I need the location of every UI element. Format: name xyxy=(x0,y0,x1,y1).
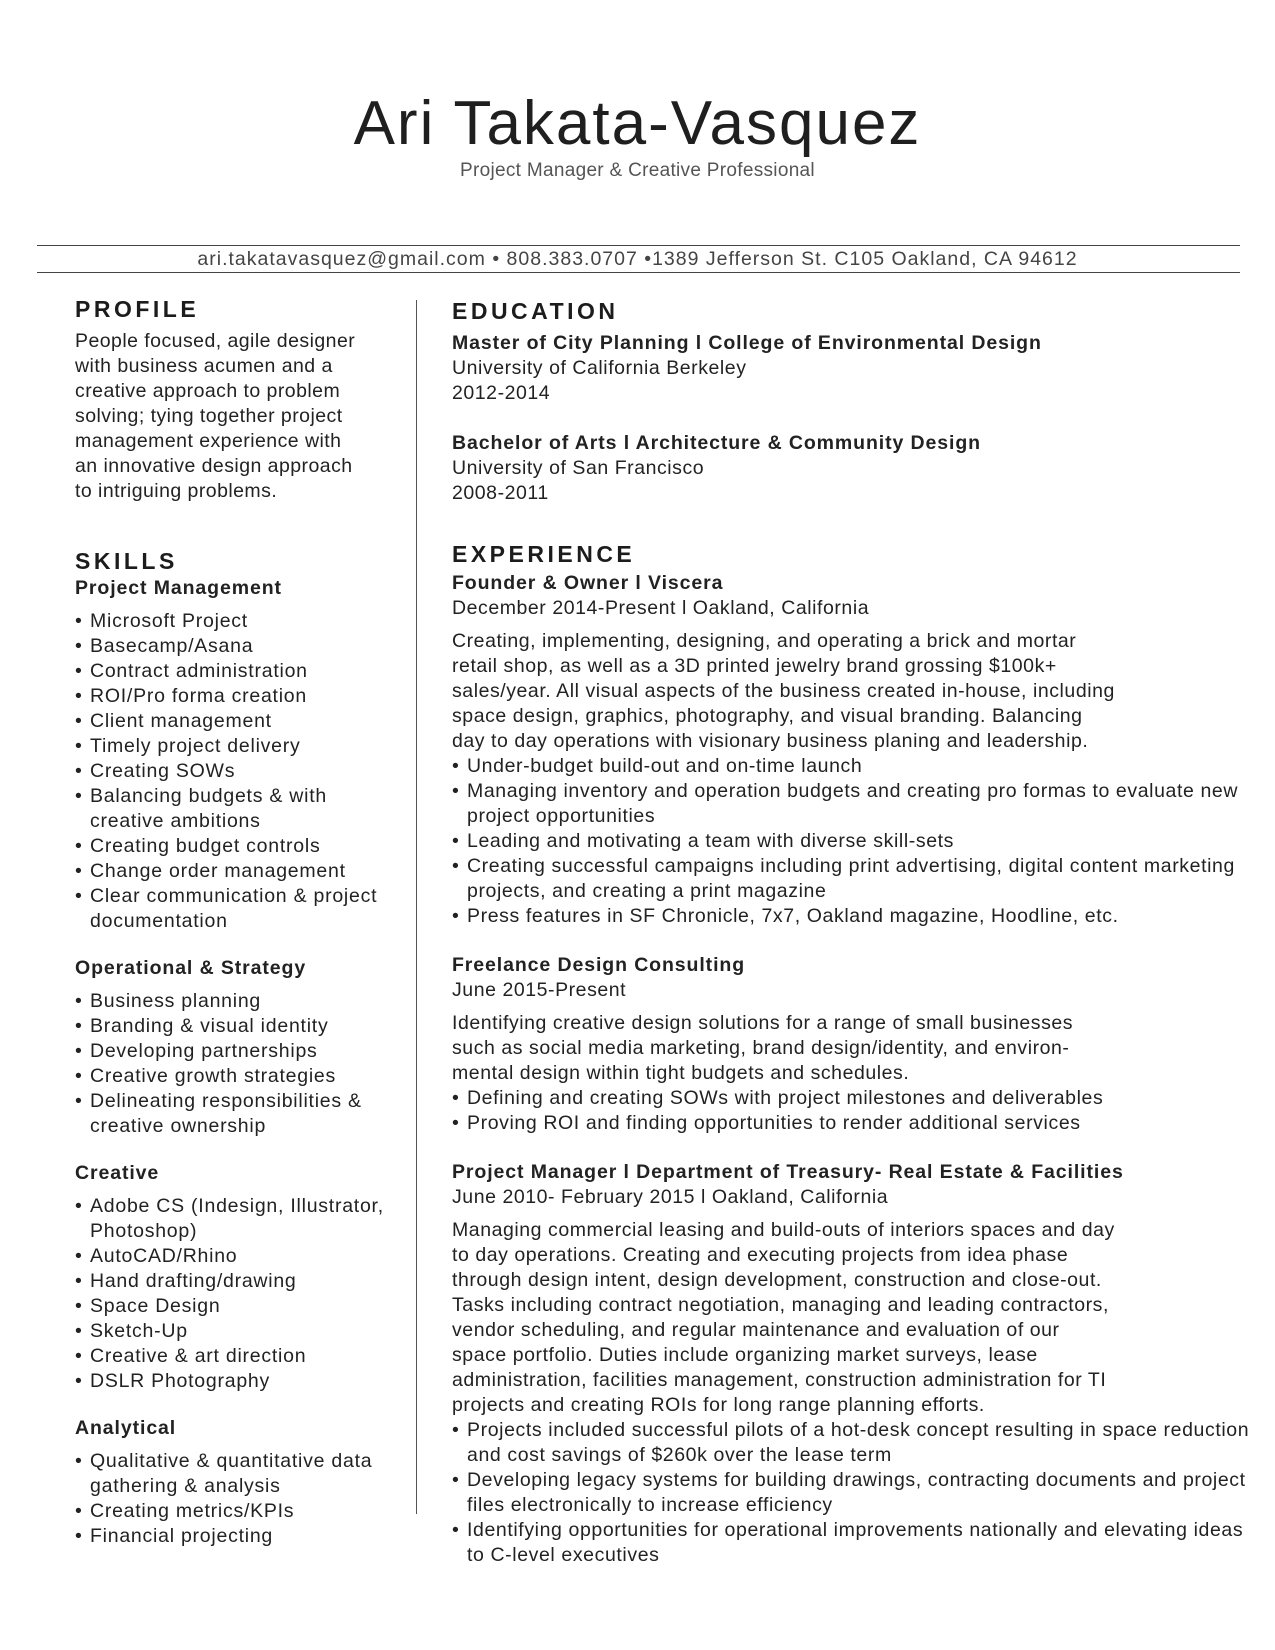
list-item: • Basecamp/Asana xyxy=(75,634,405,659)
resume-name: Ari Takata-Vasquez xyxy=(353,89,922,158)
description-line: to day operations. Creating and executing projects from idea phase xyxy=(452,1244,1069,1266)
list-item: • Space Design xyxy=(75,1294,405,1319)
list-item: • Creating SOWs xyxy=(75,759,405,784)
list-item: • Clear communication & project documentation xyxy=(75,884,405,934)
skills-list xyxy=(75,1449,405,1549)
description-line: administration, facilities management, construction administration for TI xyxy=(452,1369,1107,1391)
list-item: • Identifying opportunities for operational improvements nationally and elevating ideas to C-level executives xyxy=(452,1518,1252,1568)
profile-line: management experience with xyxy=(75,430,342,452)
job-role: Freelance Design Consulting xyxy=(452,954,746,976)
description-line: projects and creating ROIs for long range planning efforts. xyxy=(452,1394,985,1416)
list-item: • Creative growth strategies xyxy=(75,1064,405,1089)
profile-line: with business acumen and a xyxy=(75,355,333,377)
list-item: • Press features in SF Chronicle, 7x7, Oakland magazine, Hoodline, etc. xyxy=(452,904,1252,929)
job-dates: June 2015-Present xyxy=(452,979,627,1001)
job-bullets xyxy=(452,1086,1252,1136)
list-item: • Qualitative & quantitative data gathering & analysis xyxy=(75,1449,405,1499)
description-line: Identifying creative design solutions for a range of small businesses xyxy=(452,1012,1074,1034)
list-item: • Managing inventory and operation budgets and creating pro formas to evaluate new project opportunities xyxy=(452,779,1252,829)
list-item: • Creating successful campaigns including print advertising, digital content marketing projects, and creating a print magazine xyxy=(452,854,1252,904)
profile-heading: PROFILE xyxy=(75,296,200,322)
skills-list xyxy=(75,1194,405,1394)
job-dates: June 2010- February 2015 l Oakland, California xyxy=(452,1186,889,1208)
degree-title: Bachelor of Arts l Architecture & Community Design xyxy=(452,432,981,454)
job-bullets xyxy=(452,1418,1252,1568)
skills-list xyxy=(75,609,405,934)
list-item: • Creating budget controls xyxy=(75,834,405,859)
description-line: such as social media marketing, brand design/identity, and environ- xyxy=(452,1037,1070,1059)
job-entry xyxy=(452,1160,1252,1568)
profile-text xyxy=(75,329,405,504)
description-line: space design, graphics, photography, and visual branding. Balancing xyxy=(452,705,1083,727)
education-entry xyxy=(452,331,1252,406)
description-line: vendor scheduling, and regular maintenance and evaluation of our xyxy=(452,1319,1060,1341)
description-line: sales/year. All visual aspects of the business created in-house, including xyxy=(452,680,1115,702)
job-entry xyxy=(452,953,1252,1136)
profile-line: to intriguing problems. xyxy=(75,480,278,502)
experience-heading: EXPERIENCE xyxy=(452,541,636,567)
list-item: • Developing partnerships xyxy=(75,1039,405,1064)
left-column xyxy=(75,295,405,1549)
school-name: University of California Berkeley xyxy=(452,357,747,379)
school-name: University of San Francisco xyxy=(452,457,705,479)
list-item: • Timely project delivery xyxy=(75,734,405,759)
list-item: • Defining and creating SOWs with project milestones and deliverables xyxy=(452,1086,1252,1111)
education-entry xyxy=(452,431,1252,506)
list-item: • Adobe CS (Indesign, Illustrator, Photoshop) xyxy=(75,1194,405,1244)
list-item: • AutoCAD/Rhino xyxy=(75,1244,405,1269)
description-line: through design intent, design development, construction and close-out. xyxy=(452,1269,1102,1291)
description-line: Tasks including contract negotiation, managing and leading contractors, xyxy=(452,1294,1109,1316)
list-item: • Microsoft Project xyxy=(75,609,405,634)
skills-group-title: Analytical xyxy=(75,1417,177,1439)
job-role: Project Manager l Department of Treasury- Real Estate & Facilities xyxy=(452,1161,1124,1183)
list-item: • Proving ROI and finding opportunities to render additional services xyxy=(452,1111,1252,1136)
job-description xyxy=(452,1218,1252,1418)
list-item: • Under-budget build-out and on-time launch xyxy=(452,754,1252,779)
description-line: mental design within tight budgets and schedules. xyxy=(452,1062,910,1084)
list-item: • Hand drafting/drawing xyxy=(75,1269,405,1294)
list-item: • Branding & visual identity xyxy=(75,1014,405,1039)
education-heading: EDUCATION xyxy=(452,298,619,324)
right-column xyxy=(452,297,1252,1568)
profile-line: an innovative design approach xyxy=(75,455,353,477)
list-item: • Sketch-Up xyxy=(75,1319,405,1344)
job-entry xyxy=(452,571,1252,929)
job-bullets xyxy=(452,754,1252,929)
description-line: day to day operations with visionary business planing and leadership. xyxy=(452,730,1089,752)
education-years: 2008-2011 xyxy=(452,482,549,504)
list-item: • Balancing budgets & with creative ambitions xyxy=(75,784,405,834)
list-item: • ROI/Pro forma creation xyxy=(75,684,405,709)
skills-group-title: Creative xyxy=(75,1162,160,1184)
list-item: • Developing legacy systems for building drawings, contracting documents and project files electronically to increase efficiency xyxy=(452,1468,1252,1518)
list-item: • Leading and motivating a team with diverse skill-sets xyxy=(452,829,1252,854)
list-item: • Creating metrics/KPIs xyxy=(75,1499,405,1524)
list-item: • Financial projecting xyxy=(75,1524,405,1549)
list-item: • Business planning xyxy=(75,989,405,1014)
profile-line: People focused, agile designer xyxy=(75,330,356,352)
contact-line: ari.takatavasquez@gmail.com • 808.383.0707 •1389 Jefferson St. C105 Oakland, CA 94612 xyxy=(197,248,1078,270)
list-item: • DSLR Photography xyxy=(75,1369,405,1394)
job-description xyxy=(452,1011,1252,1086)
description-line: Creating, implementing, designing, and operating a brick and mortar xyxy=(452,630,1077,652)
header-rule-bottom xyxy=(37,272,1240,273)
degree-title: Master of City Planning l College of Environmental Design xyxy=(452,332,1042,354)
job-dates: December 2014-Present l Oakland, California xyxy=(452,597,870,619)
list-item: • Contract administration xyxy=(75,659,405,684)
skills-group-title: Project Management xyxy=(75,577,282,599)
description-line: retail shop, as well as a 3D printed jewelry brand grossing $100k+ xyxy=(452,655,1057,677)
list-item: • Change order management xyxy=(75,859,405,884)
skills-group-title: Operational & Strategy xyxy=(75,957,307,979)
list-item: • Client management xyxy=(75,709,405,734)
job-description xyxy=(452,629,1252,754)
skills-heading: SKILLS xyxy=(75,548,178,574)
profile-line: creative approach to problem xyxy=(75,380,341,402)
education-years: 2012-2014 xyxy=(452,382,551,404)
description-line: Managing commercial leasing and build-outs of interiors spaces and day xyxy=(452,1219,1115,1241)
skills-list xyxy=(75,989,405,1139)
resume-subtitle: Project Manager & Creative Professional xyxy=(460,160,815,181)
description-line: space portfolio. Duties include organizing market surveys, lease xyxy=(452,1344,1038,1366)
list-item: • Delineating responsibilities & creative ownership xyxy=(75,1089,405,1139)
list-item: • Creative & art direction xyxy=(75,1344,405,1369)
column-divider xyxy=(416,300,417,1514)
list-item: • Projects included successful pilots of a hot-desk concept resulting in space reduction and cost savings of $260k over the lease term xyxy=(452,1418,1252,1468)
job-role: Founder & Owner l Viscera xyxy=(452,572,724,594)
profile-line: solving; tying together project xyxy=(75,405,343,427)
header-rule-top xyxy=(37,245,1240,246)
